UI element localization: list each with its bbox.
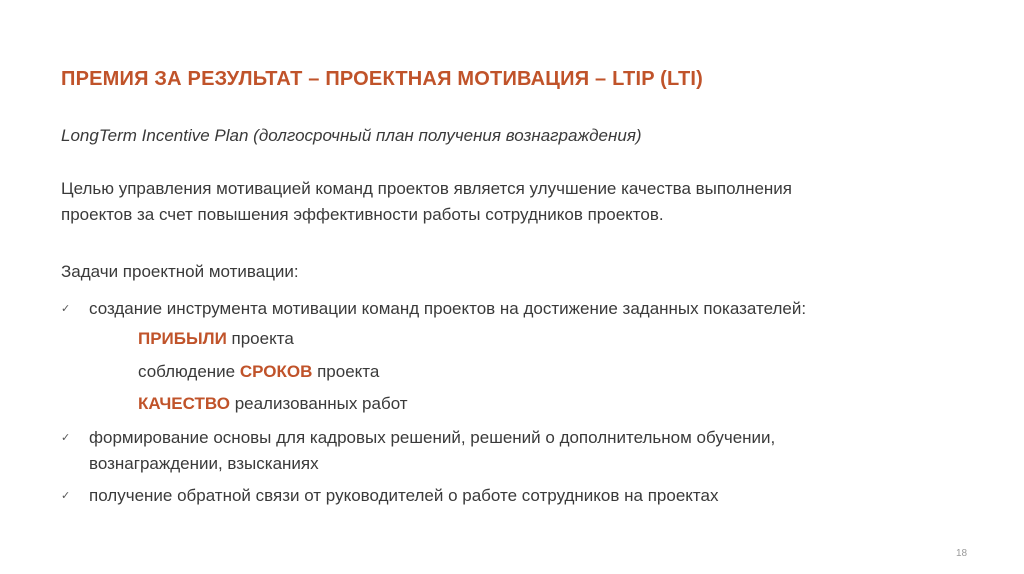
list-item-text: создание инструмента мотивации команд проектов на достижение заданных показателей: xyxy=(89,299,807,318)
goal-paragraph-line: проектов за счет повышения эффективности работы сотрудников проектов. xyxy=(61,205,664,224)
checkmark-icon: ✓ xyxy=(61,490,71,502)
sub-item-deadlines xyxy=(138,359,379,385)
list-item-text: вознаграждении, взысканиях xyxy=(89,454,319,473)
list-item-text: формирование основы для кадровых решений, решений о дополнительном обучении, xyxy=(89,428,776,447)
sub-item-suffix: проекта xyxy=(226,329,294,348)
sub-item-prefix: соблюдение xyxy=(138,362,240,381)
sub-item-suffix: реализованных работ xyxy=(229,394,408,413)
tasks-heading: Задачи проектной мотивации: xyxy=(61,262,299,281)
sub-item-accent: КАЧЕСТВО xyxy=(138,394,230,413)
slide-subtitle: LongTerm Incentive Plan (долгосрочный план получения вознаграждения) xyxy=(61,126,642,145)
goal-paragraph xyxy=(61,176,961,228)
list-item-text: получение обратной связи от руководителей о работе сотрудников на проектах xyxy=(89,486,719,505)
sub-item-quality xyxy=(138,391,408,417)
page-number: 18 xyxy=(956,548,968,559)
checkmark-icon: ✓ xyxy=(61,432,71,444)
sub-item-profit xyxy=(138,326,294,352)
sub-item-suffix: проекта xyxy=(312,362,380,381)
goal-paragraph-line: Целью управления мотивацией команд проектов является улучшение качества выполнения xyxy=(61,179,793,198)
slide-title: ПРЕМИЯ ЗА РЕЗУЛЬТАТ – ПРОЕКТНАЯ МОТИВАЦИЯ – LTIP (LTI) xyxy=(61,68,703,90)
checkmark-icon: ✓ xyxy=(61,303,71,315)
sub-item-accent: СРОКОВ xyxy=(239,362,313,381)
sub-item-accent: ПРИБЫЛИ xyxy=(138,329,227,348)
